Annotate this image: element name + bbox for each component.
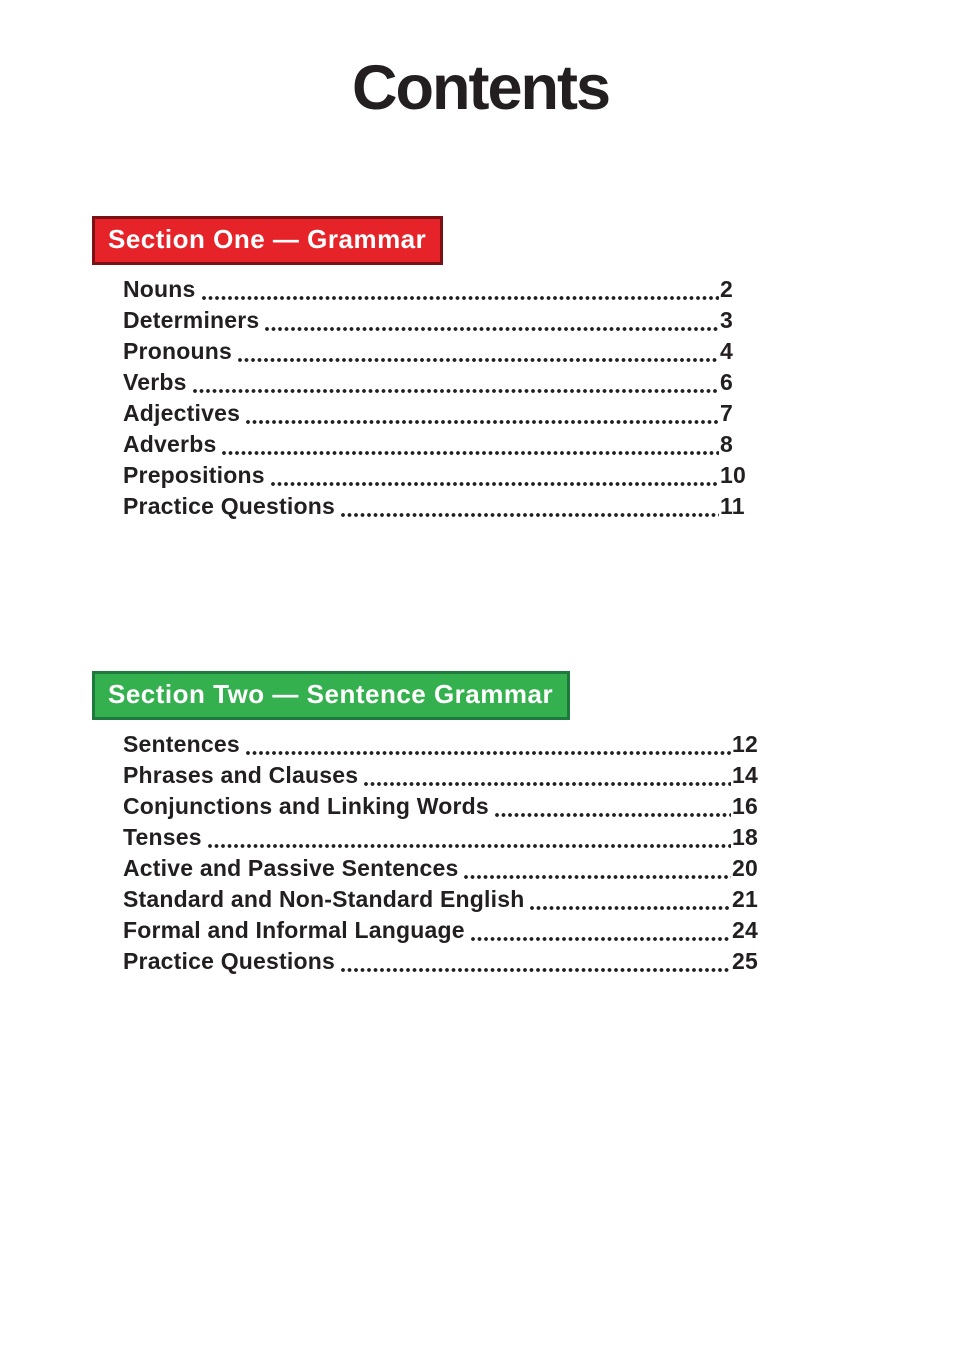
entry-page-number: 18	[732, 824, 758, 850]
toc-entry-verbs	[123, 365, 762, 396]
page-title: Contents	[352, 53, 609, 123]
section-two-sentence-grammar	[92, 671, 774, 975]
entry-label: Active and Passive Sentences	[123, 855, 459, 881]
toc-entry-sentences	[123, 727, 774, 758]
entry-page-number: 25	[732, 948, 758, 974]
entry-label: Practice Questions	[123, 948, 335, 974]
entry-page-number: 4	[720, 338, 733, 364]
dot-leader	[207, 824, 731, 851]
toc-entry-active-passive-sentences	[123, 851, 774, 882]
entry-page-number: 10	[720, 462, 746, 488]
entry-label: Pronouns	[123, 338, 232, 364]
dot-leader	[529, 886, 731, 913]
entry-page-number: 20	[732, 855, 758, 881]
dot-leader	[340, 948, 731, 975]
toc-entry-practice-questions	[123, 489, 762, 520]
entry-label: Conjunctions and Linking Words	[123, 793, 489, 819]
entry-label: Prepositions	[123, 462, 265, 488]
toc-entry-adjectives	[123, 396, 762, 427]
section-one-banner: Section One — Grammar	[92, 216, 443, 265]
toc-entry-determiners	[123, 303, 762, 334]
dot-leader	[201, 276, 719, 303]
entry-label: Standard and Non-Standard English	[123, 886, 525, 912]
entry-label: Adverbs	[123, 431, 217, 457]
dot-leader	[245, 731, 731, 758]
entry-page-number: 16	[732, 793, 758, 819]
entry-label: Formal and Informal Language	[123, 917, 465, 943]
toc-entry-formal-informal-language	[123, 913, 774, 944]
dot-leader	[237, 338, 719, 365]
toc-entry-phrases-and-clauses	[123, 758, 774, 789]
section-two-entries	[92, 727, 774, 975]
entry-page-number: 11	[720, 493, 745, 519]
dot-leader	[340, 493, 719, 520]
section-two-banner: Section Two — Sentence Grammar	[92, 671, 570, 720]
entry-page-number: 8	[720, 431, 733, 457]
entry-page-number: 2	[720, 276, 733, 302]
entry-label: Practice Questions	[123, 493, 335, 519]
entry-page-number: 6	[720, 369, 733, 395]
toc-entry-conjunctions-linking-words	[123, 789, 774, 820]
entry-label: Nouns	[123, 276, 196, 302]
entry-label: Tenses	[123, 824, 202, 850]
dot-leader	[221, 431, 719, 458]
dot-leader	[463, 855, 731, 882]
entry-page-number: 24	[732, 917, 758, 943]
dot-leader	[192, 369, 719, 396]
entry-page-number: 12	[732, 731, 758, 757]
toc-entry-adverbs	[123, 427, 762, 458]
entry-label: Determiners	[123, 307, 260, 333]
dot-leader	[245, 400, 719, 427]
dot-leader	[363, 762, 731, 789]
dot-leader	[494, 793, 731, 820]
dot-leader	[470, 917, 731, 944]
entry-label: Adjectives	[123, 400, 241, 426]
dot-leader	[264, 307, 719, 334]
toc-entry-prepositions	[123, 458, 762, 489]
toc-entry-nouns	[123, 272, 762, 303]
entry-page-number: 21	[732, 886, 758, 912]
entry-page-number: 7	[720, 400, 733, 426]
entry-page-number: 14	[732, 762, 758, 788]
entry-label: Sentences	[123, 731, 240, 757]
section-one-grammar	[92, 216, 762, 520]
section-one-entries	[92, 272, 762, 520]
toc-entry-tenses	[123, 820, 774, 851]
entry-label: Verbs	[123, 369, 187, 395]
toc-entry-standard-nonstandard-english	[123, 882, 774, 913]
toc-entry-pronouns	[123, 334, 762, 365]
entry-page-number: 3	[720, 307, 733, 333]
dot-leader	[270, 462, 719, 489]
entry-label: Phrases and Clauses	[123, 762, 359, 788]
toc-entry-practice-questions-2	[123, 944, 774, 975]
